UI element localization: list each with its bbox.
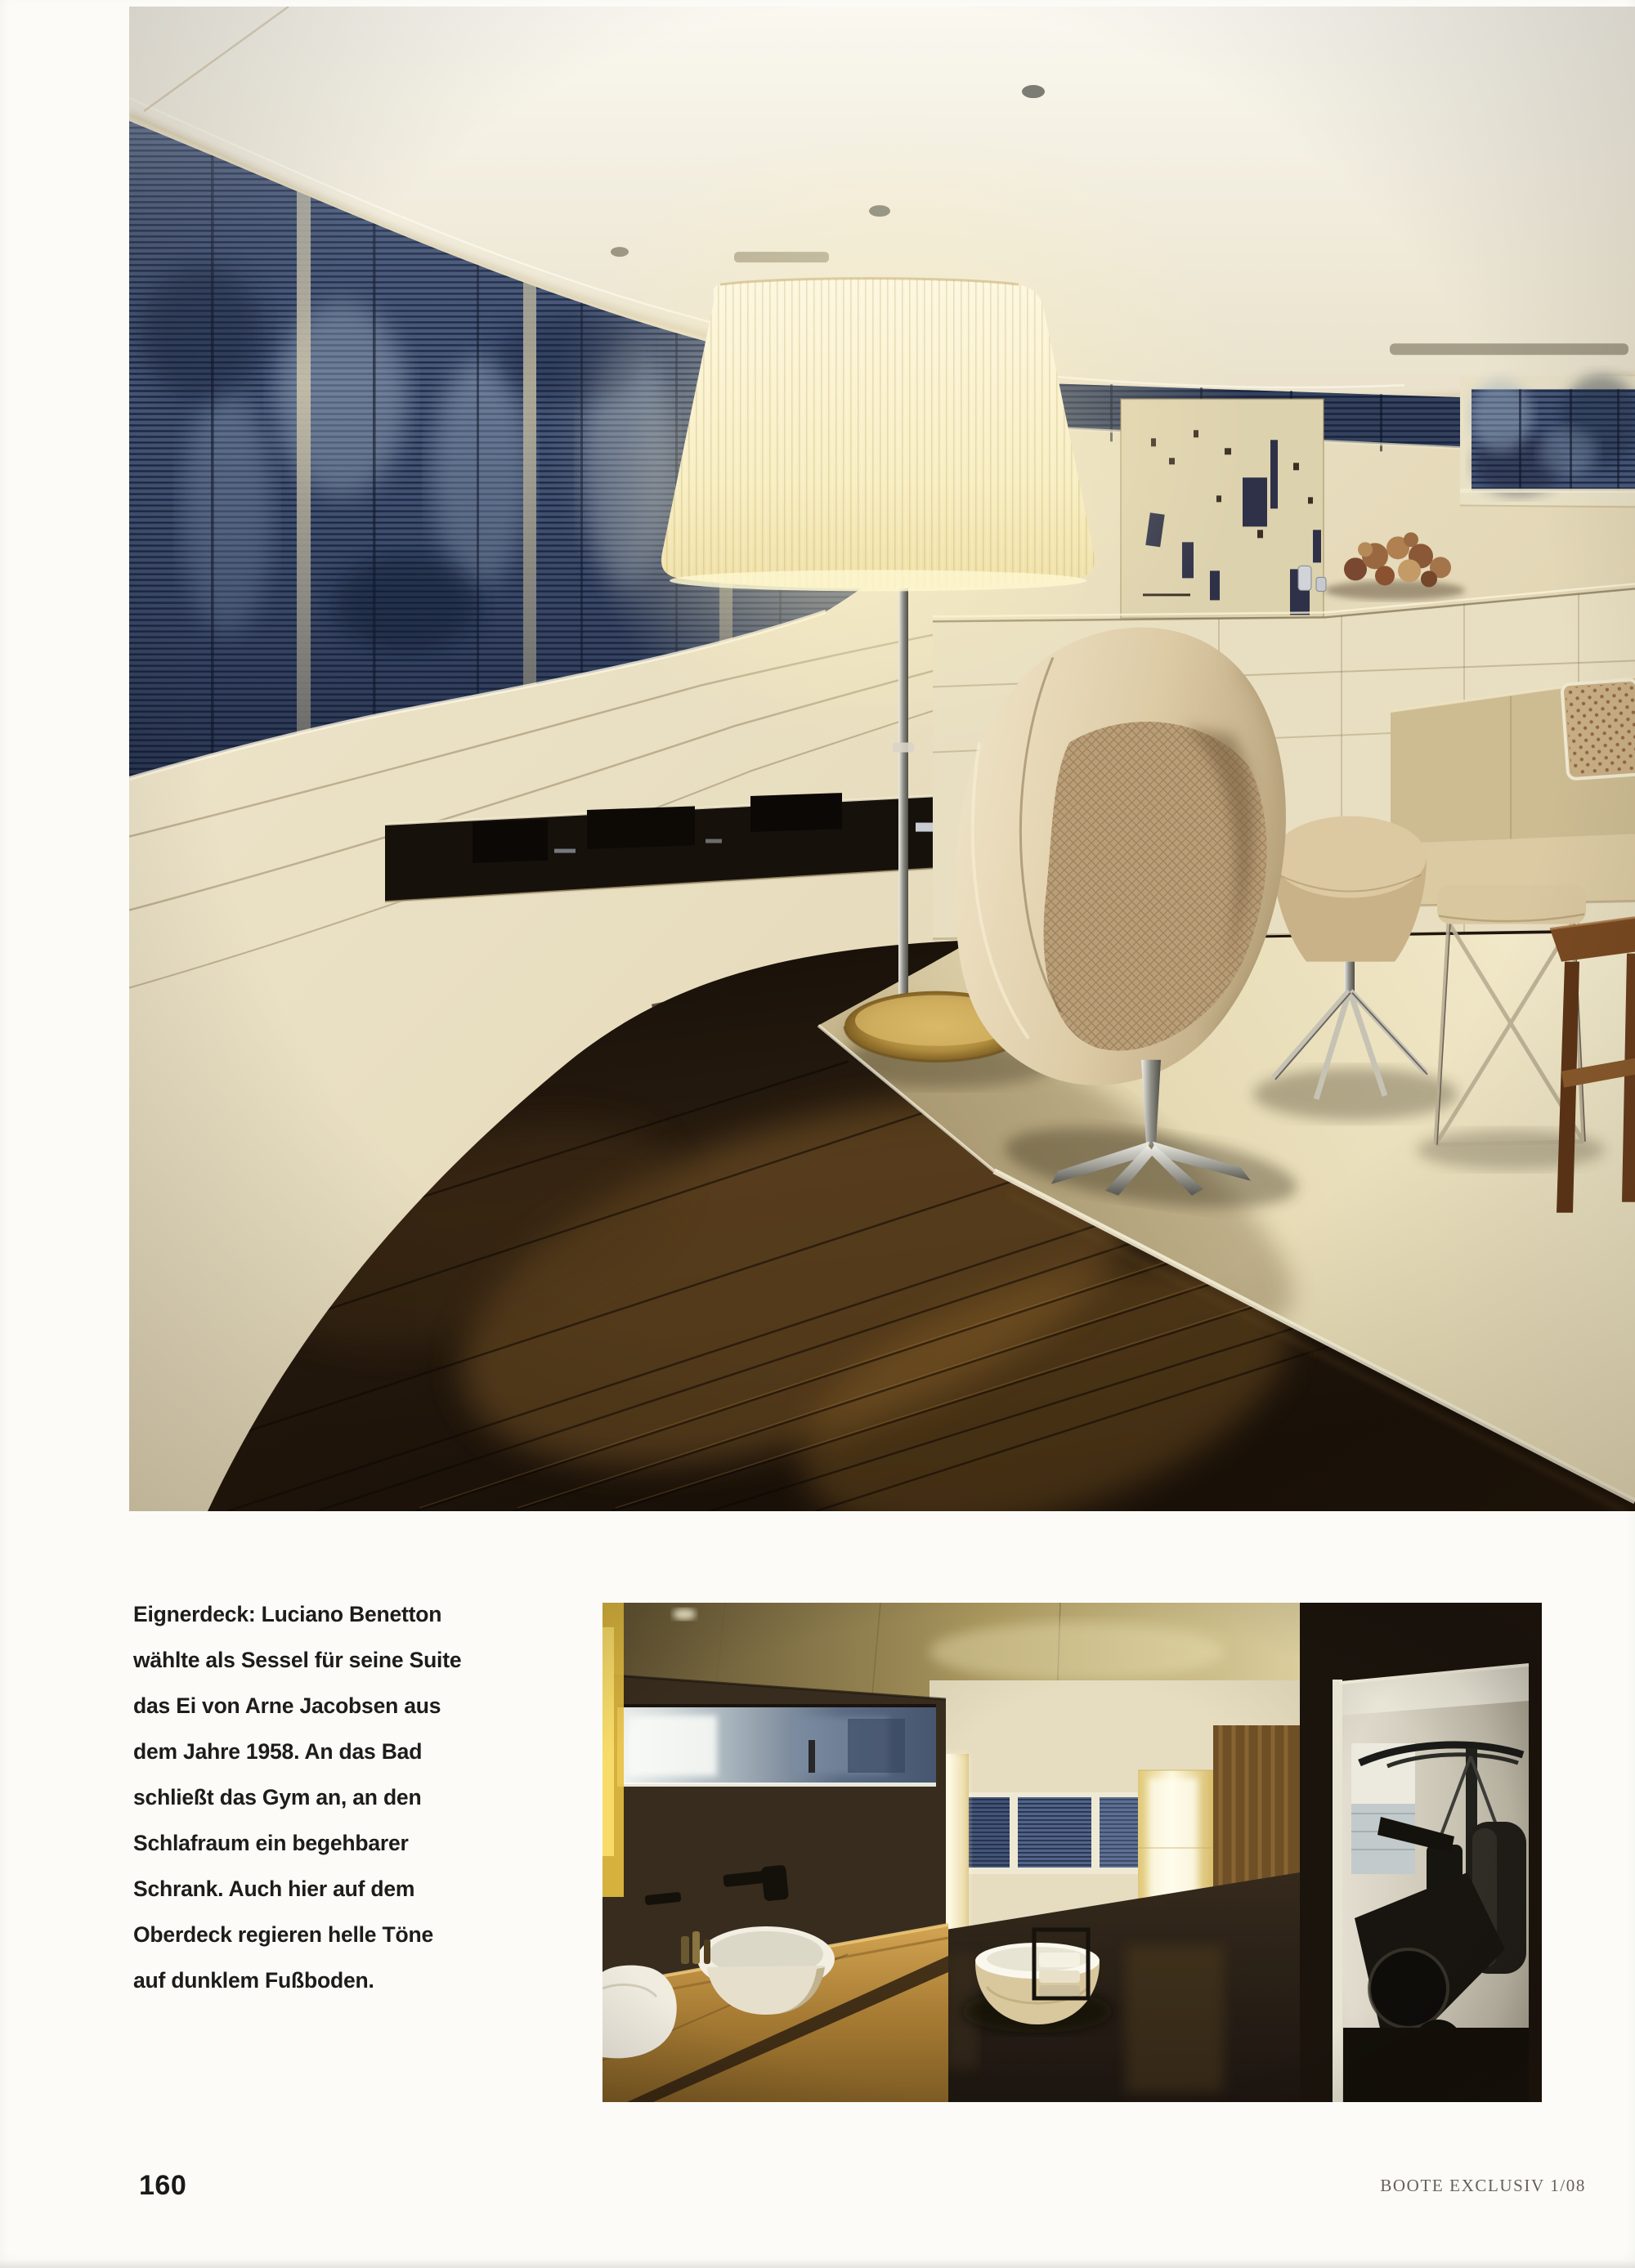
caption-line: das Ei von Arne Jacobsen aus: [133, 1693, 441, 1718]
caption-line: auf dunklem Fußboden.: [133, 1968, 374, 1993]
caption-line: Schlafraum ein begehbarer: [133, 1831, 409, 1855]
bath-gym-photo: [602, 1603, 1542, 2102]
owner-deck-illustration: [129, 7, 1635, 1511]
caption-line: schließt das Gym an, an den: [133, 1785, 422, 1809]
caption-line: Oberdeck regieren helle Töne: [133, 1922, 434, 1947]
photo-caption: [133, 1591, 526, 2003]
caption-line: dem Jahre 1958. An das Bad: [133, 1739, 423, 1764]
owner-deck-photo: [129, 7, 1635, 1511]
magazine-footer: BOOTE EXCLUSIV 1/08: [1380, 2176, 1586, 2195]
page-number: 160: [139, 2170, 187, 2201]
caption-line: wählte als Sessel für seine Suite: [133, 1648, 462, 1672]
caption-line: Eignerdeck: Luciano Benetton: [133, 1602, 442, 1626]
page-bottom-edge: [0, 2260, 1635, 2268]
caption-line: Schrank. Auch hier auf dem: [133, 1877, 415, 1901]
bath-gym-illustration: [602, 1603, 1542, 2102]
